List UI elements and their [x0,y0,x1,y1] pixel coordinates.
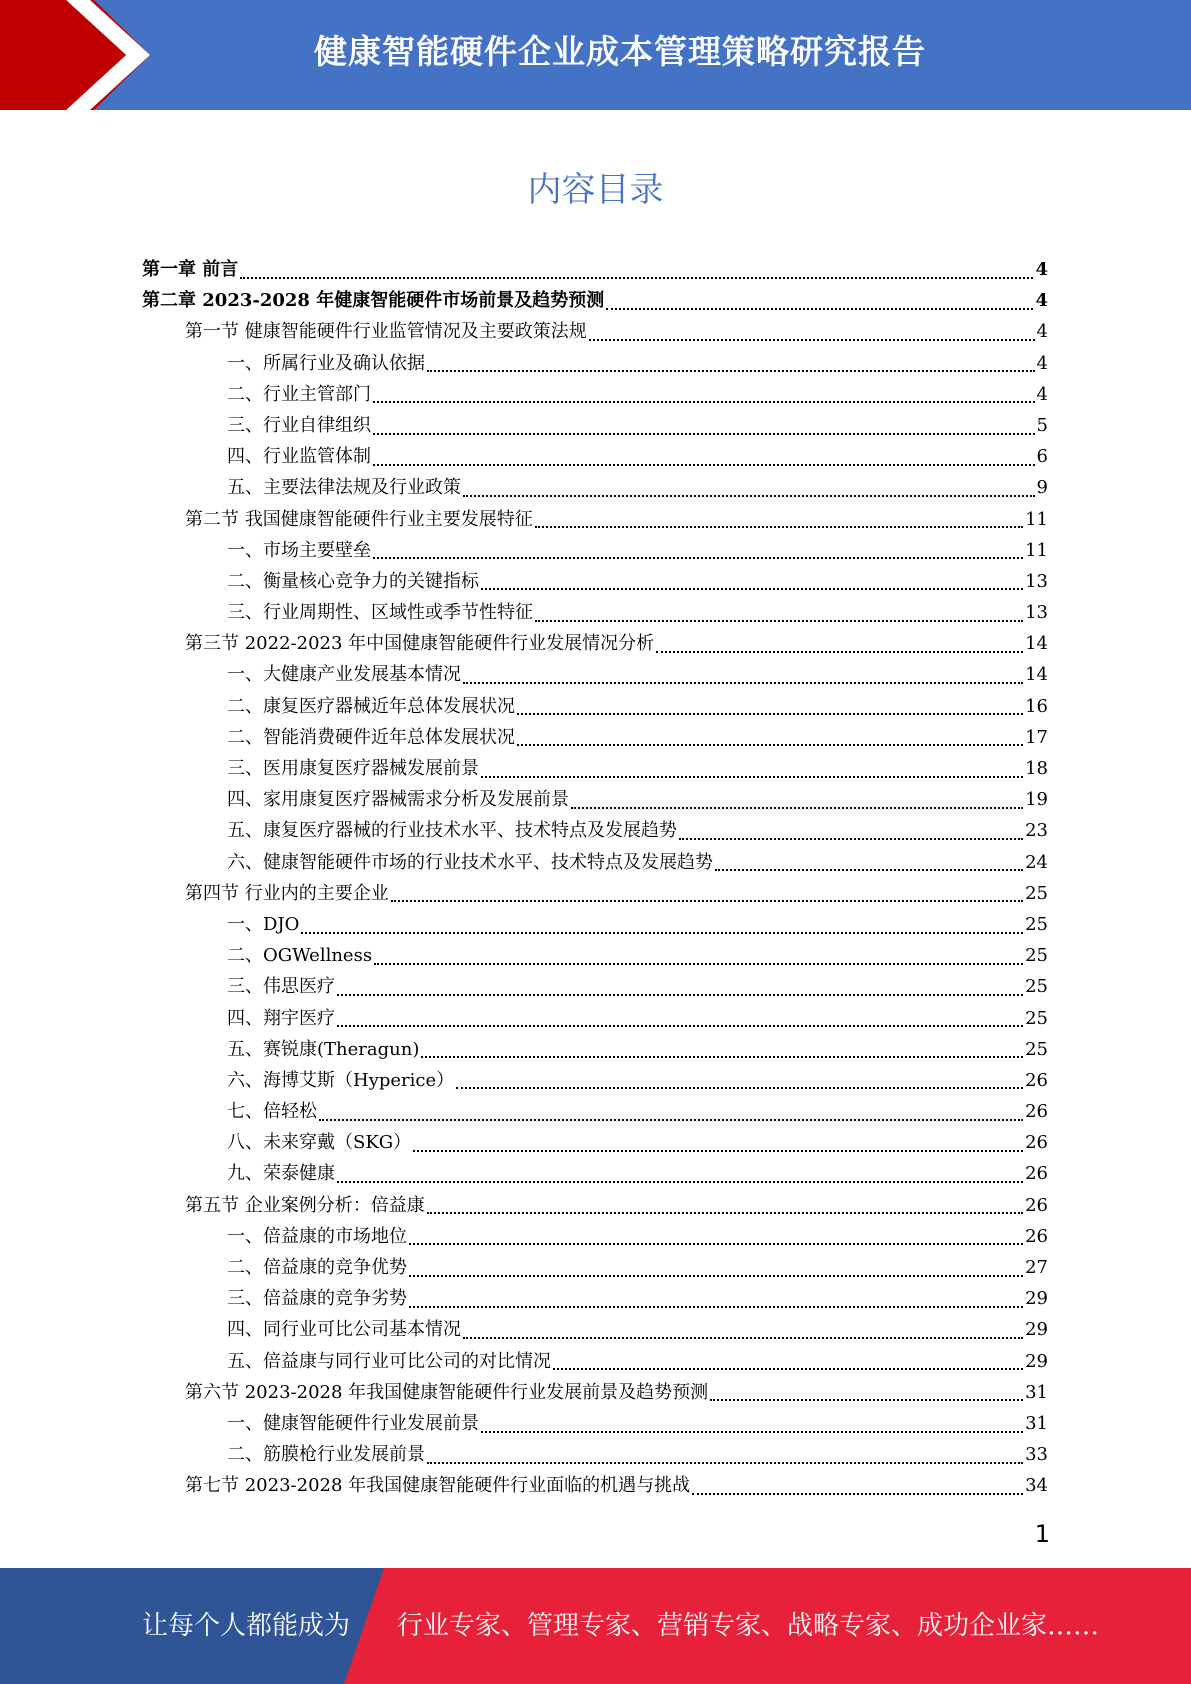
toc-entry[interactable] [142,909,1048,940]
toc-dot-leader [535,512,1023,528]
toc-entry-page: 33 [1025,1444,1048,1466]
toc-dot-leader [427,356,1035,372]
toc-entry-page: 11 [1025,508,1048,530]
toc-entry[interactable] [142,348,1048,379]
toc-entry-page: 25 [1025,976,1048,998]
toc-dot-leader [373,387,1035,403]
toc-entry[interactable] [142,1065,1048,1096]
toc-entry[interactable] [142,1190,1048,1221]
toc-entry-title: 八、未来穿戴（SKG） [227,1132,412,1154]
toc-entry[interactable] [142,1314,1048,1345]
toc-entry[interactable] [142,1221,1048,1252]
toc-entry-page: 29 [1025,1319,1048,1341]
toc-entry-title: 第二节 我国健康智能硬件行业主要发展特征 [185,508,533,530]
toc-entry-page: 25 [1025,913,1048,935]
toc-entry-title: 一、市场主要壁垒 [227,539,371,561]
toc-entry[interactable] [142,1034,1048,1065]
toc-entry-page: 13 [1025,602,1048,624]
toc-dot-leader [553,1354,1023,1370]
toc-entry-page: 4 [1035,290,1048,312]
toc-entry[interactable] [142,1470,1048,1501]
toc-entry-page: 17 [1025,726,1048,748]
toc-entry-title: 一、健康智能硬件行业发展前景 [227,1412,479,1434]
toc-entry-title: 第五节 企业案例分析：倍益康 [185,1194,425,1216]
table-of-contents [142,254,1048,1502]
toc-entry-page: 18 [1025,758,1048,779]
toc-entry-title: 第一节 健康智能硬件行业监管情况及主要政策法规 [185,321,587,343]
toc-entry-page: 24 [1025,851,1048,873]
toc-entry-title: 二、行业主管部门 [227,383,371,405]
toc-entry-title: 三、行业自律组织 [227,414,371,436]
toc-dot-leader [337,980,1023,996]
toc-dot-leader [373,543,1023,559]
toc-entry-title: 四、行业监管体制 [227,446,371,468]
toc-entry-title: 五、主要法律法规及行业政策 [227,477,461,499]
toc-dot-leader [373,450,1035,466]
toc-entry-title: 二、筋膜枪行业发展前景 [227,1444,425,1466]
toc-entry-title: 三、伟思医疗 [227,976,335,998]
toc-entry-title: 三、医用康复医疗器械发展前景 [227,758,479,779]
toc-entry[interactable] [142,472,1048,503]
toc-dot-leader [337,1011,1023,1027]
toc-dot-leader [463,481,1035,497]
toc-entry[interactable] [142,1439,1048,1470]
toc-entry-page: 26 [1025,1069,1048,1091]
toc-entry-title: 三、行业周期性、区域性或季节性特征 [227,602,533,624]
toc-dot-leader [589,325,1035,341]
toc-dot-leader [427,1448,1023,1464]
toc-entry-title: 第三节 2022-2023 年中国健康智能硬件行业发展情况分析 [185,633,655,655]
toc-heading: 内容目录 [527,170,664,210]
toc-entry-page: 34 [1025,1475,1048,1497]
toc-entry-title: 第七节 2023-2028 年我国健康智能硬件行业面临的机遇与挑战 [185,1475,691,1497]
toc-dot-leader [409,1292,1023,1308]
toc-entry-title: 三、倍益康的竞争劣势 [227,1288,407,1310]
toc-entry-page: 26 [1025,1132,1048,1154]
toc-entry-title: 一、DJO [227,913,300,935]
toc-dot-leader [571,793,1023,809]
toc-entry[interactable] [142,784,1048,815]
toc-dot-leader [606,294,1033,310]
toc-dot-leader [391,886,1023,902]
toc-dot-leader [517,730,1023,746]
toc-entry-title: 第二章 2023-2028 年健康智能硬件市场前景及趋势预测 [142,290,605,312]
toc-entry-page: 9 [1036,477,1048,499]
toc-entry[interactable] [142,1127,1048,1158]
toc-dot-leader [374,949,1023,965]
toc-entry[interactable] [142,722,1048,753]
toc-entry-title: 四、翔宇医疗 [227,1007,335,1029]
footer-slogan-right: 行业专家、管理专家、营销专家、战略专家、成功企业家…… [397,1611,1100,1641]
toc-entry-title: 六、海博艾斯（Hyperice） [227,1069,455,1091]
toc-entry[interactable] [142,441,1048,472]
toc-dot-leader [409,1229,1023,1245]
toc-entry[interactable] [142,535,1048,566]
toc-entry-page: 25 [1025,1038,1048,1060]
toc-dot-leader [240,263,1033,279]
toc-dot-leader [517,699,1023,715]
toc-entry[interactable] [142,971,1048,1002]
toc-dot-leader [679,824,1023,840]
toc-dot-leader [481,574,1023,590]
toc-entry-page: 26 [1025,1163,1048,1185]
toc-entry-page: 31 [1025,1381,1048,1403]
toc-entry-title: 一、所属行业及确认依据 [227,352,425,374]
toc-entry-page: 25 [1025,1007,1048,1029]
toc-entry[interactable] [142,285,1048,316]
toc-entry[interactable] [142,1252,1048,1283]
toc-entry[interactable] [142,1158,1048,1189]
toc-dot-leader [481,1417,1023,1433]
toc-entry[interactable] [142,1346,1048,1377]
toc-entry-page: 14 [1025,633,1048,655]
toc-entry-title: 四、家用康复医疗器械需求分析及发展前景 [227,789,569,811]
toc-dot-leader [337,1167,1023,1183]
toc-entry-page: 25 [1025,945,1048,967]
toc-entry-page: 16 [1025,695,1048,717]
toc-entry-page: 4 [1035,259,1048,280]
toc-entry[interactable] [142,1377,1048,1408]
toc-entry-title: 二、智能消费硬件近年总体发展状况 [227,726,515,748]
toc-entry-page: 4 [1036,383,1048,405]
toc-entry-title: 第四节 行业内的主要企业 [185,882,389,904]
toc-entry-title: 二、倍益康的竞争优势 [227,1257,407,1278]
toc-entry[interactable] [142,1003,1048,1034]
toc-entry[interactable] [142,753,1048,784]
toc-entry[interactable] [142,940,1048,971]
toc-entry-page: 19 [1025,789,1048,811]
toc-entry-title: 第六节 2023-2028 年我国健康智能硬件行业发展前景及趋势预测 [185,1381,709,1403]
toc-entry-title: 二、衡量核心竞争力的关键指标 [227,570,479,592]
toc-entry[interactable] [142,1283,1048,1314]
toc-entry-page: 26 [1025,1101,1048,1123]
toc-entry-title: 第一章 前言 [142,259,239,280]
toc-dot-leader [373,419,1035,435]
toc-entry-page: 14 [1025,664,1048,686]
toc-dot-leader [456,1073,1023,1089]
toc-entry-title: 六、健康智能硬件市场的行业技术水平、技术特点及发展趋势 [227,851,713,873]
toc-entry-title: 二、OGWellness [227,945,373,967]
toc-entry-page: 26 [1025,1194,1048,1216]
toc-entry-page: 26 [1025,1225,1048,1247]
toc-entry-page: 27 [1025,1257,1048,1278]
toc-entry-page: 11 [1025,539,1048,561]
toc-entry-title: 二、康复医疗器械近年总体发展状况 [227,695,515,717]
toc-entry-page: 6 [1036,446,1048,468]
report-footer [0,1568,1191,1684]
toc-entry[interactable] [142,597,1048,628]
toc-dot-leader [656,637,1023,653]
toc-entry[interactable] [142,847,1048,878]
toc-entry-page: 31 [1025,1412,1048,1434]
toc-entry[interactable] [142,410,1048,441]
toc-entry-page: 13 [1025,570,1048,592]
toc-dot-leader [319,1105,1023,1121]
toc-entry[interactable] [142,878,1048,909]
toc-entry-title: 四、同行业可比公司基本情况 [227,1319,461,1341]
toc-entry-title: 九、荣泰健康 [227,1163,335,1185]
toc-entry-title: 一、倍益康的市场地位 [227,1225,407,1247]
toc-dot-leader [715,855,1023,871]
toc-entry[interactable] [142,316,1048,347]
toc-dot-leader [535,606,1023,622]
toc-dot-leader [427,1198,1023,1214]
toc-entry-page: 23 [1025,820,1048,842]
toc-entry-page: 4 [1036,352,1048,374]
toc-dot-leader [481,762,1023,778]
toc-dot-leader [710,1385,1023,1401]
report-header [0,0,1191,110]
toc-entry[interactable] [142,254,1048,285]
toc-dot-leader [463,1323,1023,1339]
toc-entry-title: 五、康复医疗器械的行业技术水平、技术特点及发展趋势 [227,820,677,842]
toc-entry[interactable] [142,1096,1048,1127]
toc-entry[interactable] [142,815,1048,846]
toc-entry-page: 25 [1025,882,1048,904]
toc-entry-page: 4 [1036,321,1048,343]
toc-dot-leader [463,668,1023,684]
footer-slogan-left: 让每个人都能成为 [142,1611,351,1641]
toc-entry[interactable] [142,566,1048,597]
toc-entry-title: 七、倍轻松 [227,1101,317,1123]
toc-entry[interactable] [142,379,1048,410]
toc-dot-leader [301,918,1023,934]
toc-entry-page: 5 [1036,414,1048,436]
toc-dot-leader [421,1042,1023,1058]
toc-entry-page: 29 [1025,1288,1048,1310]
toc-entry-title: 五、赛锐康(Theragun) [227,1038,420,1060]
toc-dot-leader [692,1479,1023,1495]
toc-entry-title: 一、大健康产业发展基本情况 [227,664,461,686]
toc-dot-leader [409,1261,1023,1277]
toc-entry-page: 29 [1025,1350,1048,1372]
toc-entry[interactable] [142,691,1048,722]
toc-entry[interactable] [142,628,1048,659]
toc-dot-leader [413,1136,1023,1152]
toc-entry[interactable] [142,659,1048,690]
report-title: 健康智能硬件企业成本管理策略研究报告 [314,32,926,71]
toc-entry-title: 五、倍益康与同行业可比公司的对比情况 [227,1350,551,1372]
toc-entry[interactable] [142,1408,1048,1439]
toc-entry[interactable] [142,504,1048,535]
page-number: 1 [1034,1520,1050,1548]
